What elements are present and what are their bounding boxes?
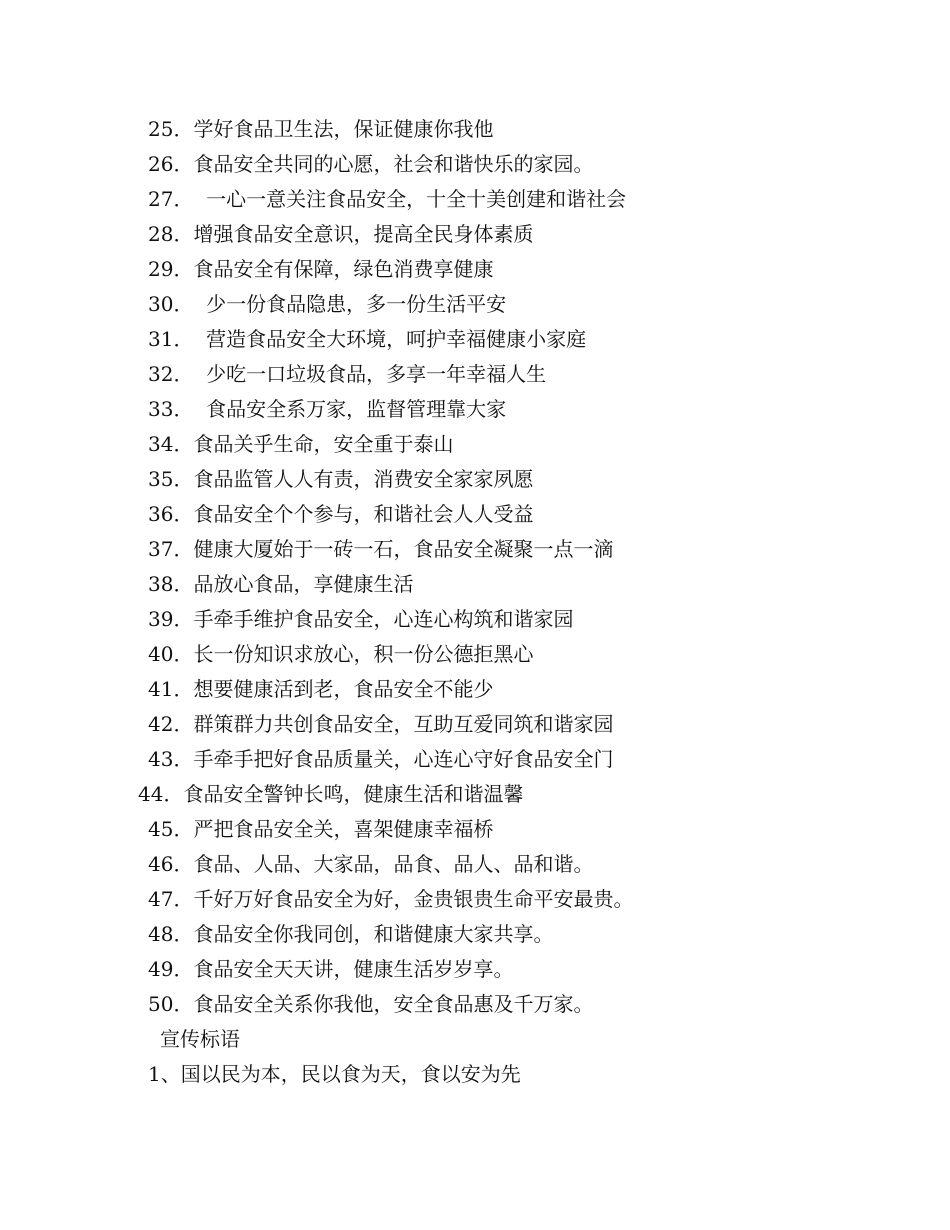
slogan-line-50: 50．食品安全关系你我他，安全食品惠及千万家。: [148, 992, 594, 1016]
slogan-line-45: 45．严把食品安全关，喜架健康幸福桥: [148, 817, 494, 841]
slogan-line-38: 38．品放心食品，享健康生活: [148, 572, 414, 596]
slogan-line-46: 46．食品、人品、大家品，品食、品人、品和谐。: [148, 852, 594, 876]
slogan-line-32: 32． 少吃一口垃圾食品，多享一年幸福人生: [148, 362, 547, 386]
slogan-line-39: 39．手牵手维护食品安全，心连心构筑和谐家园: [148, 607, 574, 631]
slogan-line-48: 48．食品安全你我同创，和谐健康大家共享。: [148, 922, 554, 946]
slogan-line-36: 36．食品安全个个参与，和谐社会人人受益: [148, 502, 534, 526]
slogan-line-1: 1、国以民为本，民以食为天，食以安为先: [148, 1062, 521, 1086]
slogan-line-44: 44．食品安全警钟长鸣，健康生活和谐温馨: [138, 782, 524, 806]
slogan-line-33: 33． 食品安全系万家，监督管理靠大家: [148, 397, 507, 421]
slogan-line-34: 34．食品关乎生命，安全重于泰山: [148, 432, 454, 456]
section-heading: 宣传标语: [160, 1027, 240, 1051]
slogan-line-28: 28．增强食品安全意识，提高全民身体素质: [148, 222, 534, 246]
slogan-line-35: 35．食品监管人人有责，消费安全家家夙愿: [148, 467, 534, 491]
slogan-line-27: 27． 一心一意关注食品安全，十全十美创建和谐社会: [148, 187, 627, 211]
slogan-line-30: 30． 少一份食品隐患，多一份生活平安: [148, 292, 507, 316]
slogan-line-47: 47．千好万好食品安全为好，金贵银贵生命平安最贵。: [148, 887, 634, 911]
slogan-line-41: 41．想要健康活到老，食品安全不能少: [148, 677, 494, 701]
slogan-line-49: 49．食品安全天天讲，健康生活岁岁享。: [148, 957, 514, 981]
slogan-line-42: 42．群策群力共创食品安全，互助互爱同筑和谐家园: [148, 712, 614, 736]
slogan-line-26: 26．食品安全共同的心愿，社会和谐快乐的家园。: [148, 152, 594, 176]
slogan-line-29: 29．食品安全有保障，绿色消费享健康: [148, 257, 494, 281]
slogan-line-40: 40．长一份知识求放心，积一份公德拒黑心: [148, 642, 534, 666]
slogan-line-25: 25．学好食品卫生法，保证健康你我他: [148, 117, 494, 141]
slogan-line-37: 37．健康大厦始于一砖一石，食品安全凝聚一点一滴: [148, 537, 614, 561]
slogan-line-31: 31． 营造食品安全大环境，呵护幸福健康小家庭: [148, 327, 587, 351]
slogan-line-43: 43．手牵手把好食品质量关，心连心守好食品安全门: [148, 747, 614, 771]
